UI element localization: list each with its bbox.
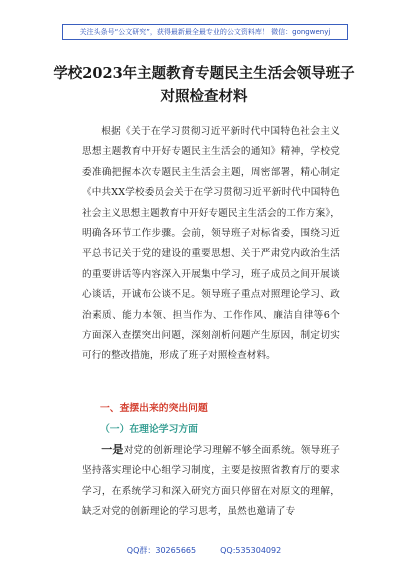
paragraph-body: 对党的创新理论学习理解不够全面系统。领导班子坚持落实理论中心组学习制度，主要是按照省教育厅的要求学习，在系统学习和深入研究方面只停留在对原文的理解，缺乏对党的创新理论的学习思考，虽然也邀请了专 xyxy=(82,445,341,518)
footer xyxy=(0,545,408,557)
theory-study-paragraph xyxy=(82,440,340,523)
document-title: 学校2023年主题教育专题民主生活会领导班子对照检查材料 xyxy=(53,65,355,105)
section-heading-problems: 一、查摆出来的突出问题 xyxy=(100,403,208,414)
footer-qq-group: QQ群：30265665 xyxy=(126,546,197,555)
footer-qq: QQ:535304092 xyxy=(220,546,282,555)
intro-paragraph: 根据《关于在学习贯彻习近平新时代中国特色社会主义思想主题教育中开好专题民主生活会的通知》精神，学校党委准确把握本次专题民主生活会主题，周密部署，精心制定《中共XX学校委员会关于在学习贯彻习近平新时代中国特色社会主义思想主题教育中开好专题民主生活会的工作方案》，明确各环节工作步骤。会前，领导班子对标省委，围绕习近平总书记关于党的建设的重要思想、关于严肃党内政治生活的重要讲话等内容深入开展集中学习，班子成员之间开展谈心谈话，开诚布公谈不足。领导班子重点对照理论学习、政治素质、能力本领、担当作为、工作作风、廉洁自律等6个方面深入查摆突出问题，深刻剖析问题产生原因，制定切实可行的整改措施，形成了班子对照检查材料。 xyxy=(82,126,340,362)
paragraph-lead: 一是 xyxy=(101,443,124,456)
subsection-heading-theory-study: （一）在理论学习方面 xyxy=(100,424,198,435)
header-banner[interactable]: 关注头条号“公文研究”，获得最新最全最专业的公文资料库！ 微信：gongwenyj xyxy=(62,24,348,40)
